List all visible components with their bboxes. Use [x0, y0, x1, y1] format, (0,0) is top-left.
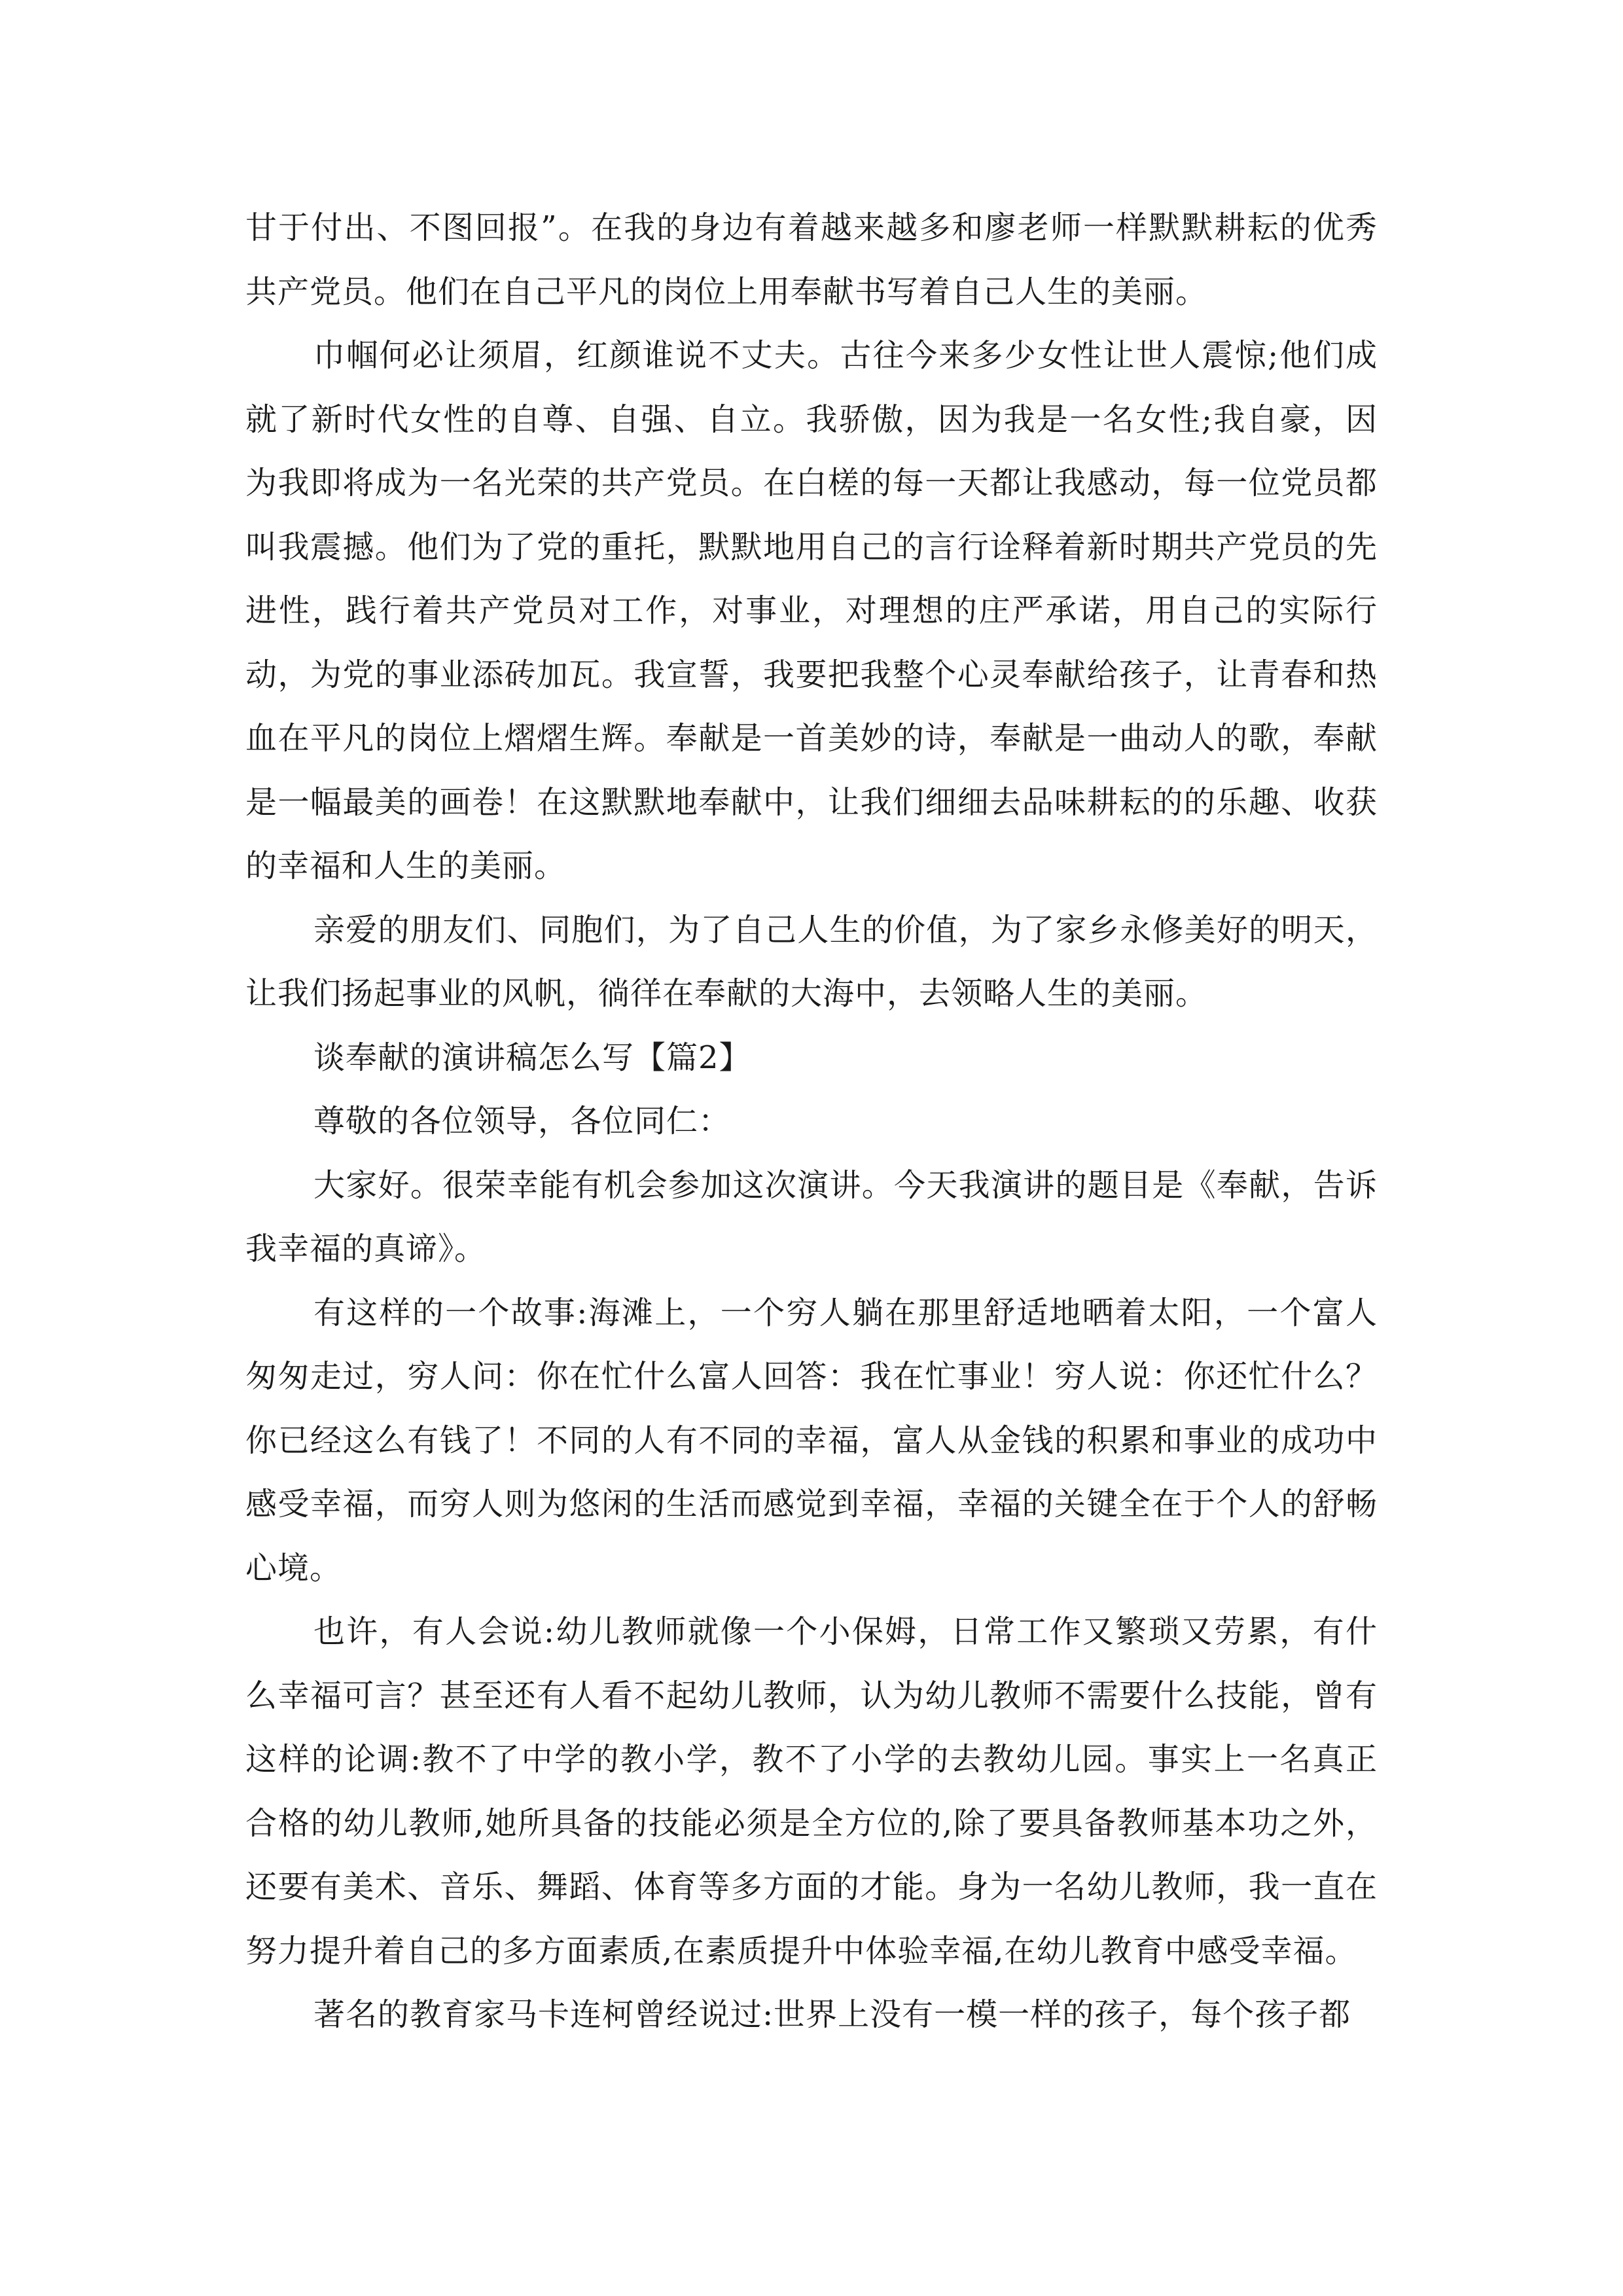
- paragraph: 有这样的一个故事:海滩上，一个穷人躺在那里舒适地晒着太阳，一个富人匆匆走过，穷人问：你在忙什么富人回答：我在忙事业！穷人说：你还忙什么？你已经这么有钱了！不同的人有不同的幸福，富人从金钱的积累和事业的成功中感受幸福，而穷人则为悠闲的生活而感觉到幸福，幸福的关键全在于个人的舒畅心境。: [245, 1294, 1378, 1587]
- paragraph: 巾帼何必让须眉，红颜谁说不丈夫。古往今来多少女性让世人震惊;他们成就了新时代女性的自尊、自强、自立。我骄傲，因为我是一名女性;我自豪，因为我即将成为一名光荣的共产党员。在白槎的每一天都让我感动，每一位党员都叫我震撼。他们为了党的重托，默默地用自己的言行诠释着新时期共产党员的先进性，践行着共产党员对工作，对事业，对理想的庄严承诺，用自己的实际行动，为党的事业添砖加瓦。我宣誓，我要把我整个心灵奉献给孩子，让青春和热血在平凡的岗位上熠熠生辉。奉献是一首美妙的诗，奉献是一曲动人的歌，奉献是一幅最美的画卷！在这默默地奉献中，让我们细细去品味耕耘的的乐趣、收获的幸福和人生的美丽。: [245, 337, 1378, 884]
- paragraph: 也许，有人会说:幼儿教师就像一个小保姆，日常工作又繁琐又劳累，有什么幸福可言？甚至还有人看不起幼儿教师，认为幼儿教师不需要什么技能，曾有这样的论调:教不了中学的教小学，教不了小学的去教幼儿园。事实上一名真正合格的幼儿教师,她所具备的技能必须是全方位的,除了要具备教师基本功之外，还要有美术、音乐、舞蹈、体育等多方面的才能。身为一名幼儿教师，我一直在努力提升着自己的多方面素质,在素质提升中体验幸福,在幼儿教育中感受幸福。: [245, 1613, 1378, 1969]
- paragraph-continued: 甘于付出、不图回报”。在我的身边有着越来越多和廖老师一样默默耕耘的优秀共产党员。他们在自己平凡的岗位上用奉献书写着自己人生的美丽。: [245, 209, 1378, 310]
- paragraph: 著名的教育家马卡连柯曾经说过:世界上没有一模一样的孩子，每个孩子都: [313, 1996, 1351, 2033]
- document-body: [245, 196, 1378, 2047]
- paragraph: 亲爱的朋友们、同胞们，为了自己人生的价值，为了家乡永修美好的明天，让我们扬起事业的风帆，徜徉在奉献的大海中，去领略人生的美丽。: [245, 911, 1378, 1012]
- section-heading: 谈奉献的演讲稿怎么写【篇2】: [313, 1039, 751, 1076]
- paragraph: 大家好。很荣幸能有机会参加这次演讲。今天我演讲的题目是《奉献，告诉我幸福的真谛》。: [245, 1166, 1378, 1267]
- salutation: 尊敬的各位领导，各位同仁：: [313, 1103, 731, 1139]
